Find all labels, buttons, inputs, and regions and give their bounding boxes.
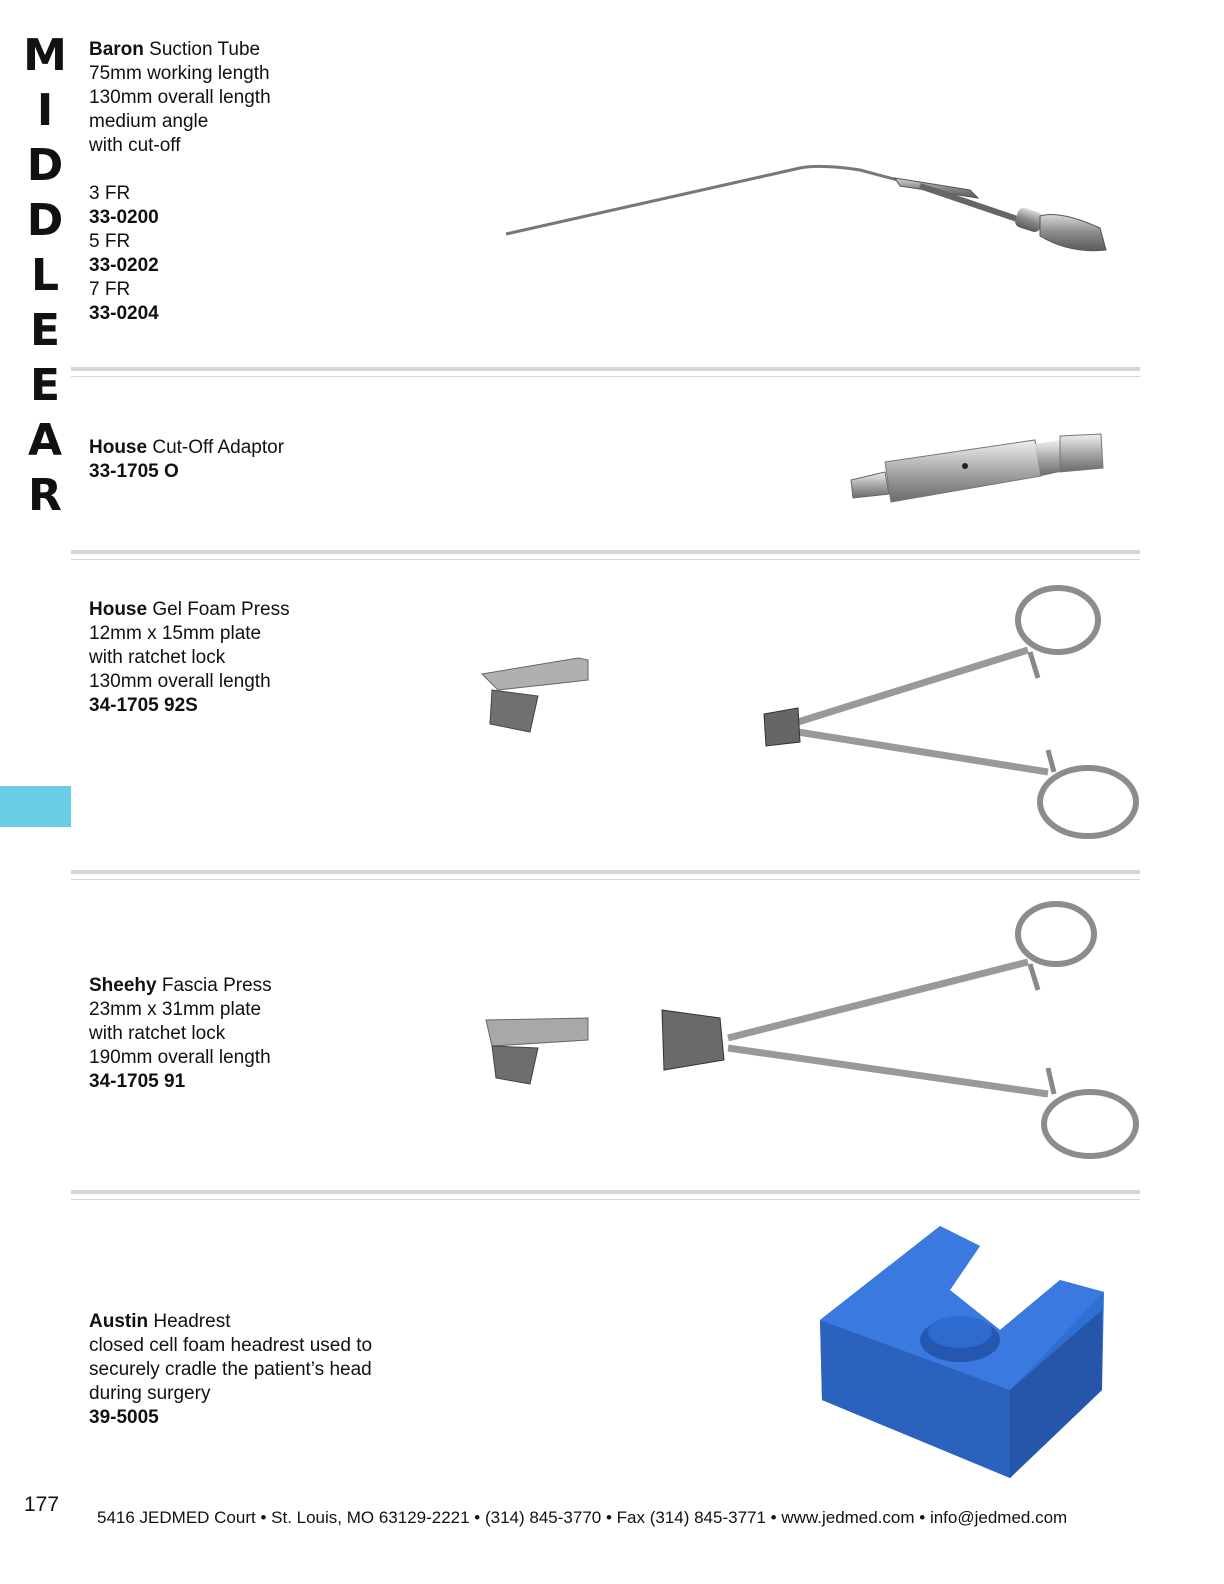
- product-name: Sheehy Fascia Press: [89, 975, 272, 996]
- fascia-press-image: [658, 898, 1143, 1166]
- product-baron-suction-tube: [89, 38, 271, 326]
- side-letter: D: [26, 195, 64, 246]
- product-austin-headrest: [89, 1310, 372, 1430]
- product-detail: 130mm overall length: [89, 87, 271, 108]
- product-detail: 12mm x 15mm plate: [89, 623, 262, 644]
- cutoff-adaptor-image: [845, 428, 1110, 513]
- product-name: House Gel Foam Press: [89, 599, 290, 620]
- suction-tube-image: [500, 150, 1120, 270]
- divider: [71, 367, 1140, 377]
- fascia-press-detail-image: [482, 1012, 592, 1086]
- product-detail: with ratchet lock: [89, 647, 226, 668]
- product-name: Austin Headrest: [89, 1311, 231, 1332]
- variant-size: 3 FR: [89, 183, 131, 204]
- product-sku: 34-1705 91: [89, 1071, 186, 1092]
- product-detail: 130mm overall length: [89, 671, 271, 692]
- side-letter: M: [23, 30, 67, 81]
- side-letter: I: [36, 85, 54, 136]
- product-detail: with cut-off: [89, 135, 181, 156]
- product-detail: with ratchet lock: [89, 1023, 226, 1044]
- product-sheehy-fascia-press: [89, 974, 272, 1094]
- product-name: Baron Suction Tube: [89, 39, 261, 60]
- product-sku: 33-0202: [89, 255, 159, 276]
- footer-contact: 5416 JEDMED Court • St. Louis, MO 63129-2221 • (314) 845-3770 • Fax (314) 845-3771 • www.jedmed.com • info@jedmed.com: [97, 1508, 1068, 1527]
- product-name: House Cut-Off Adaptor: [89, 437, 285, 458]
- product-house-cutoff-adaptor: [89, 436, 284, 484]
- divider: [71, 1190, 1140, 1200]
- product-sku: 39-5005: [89, 1407, 159, 1428]
- side-letter: E: [29, 360, 61, 411]
- section-tab-marker: [0, 786, 71, 827]
- product-sku: 34-1705 92S: [89, 695, 198, 716]
- foam-headrest-image: [810, 1220, 1110, 1485]
- divider: [71, 870, 1140, 880]
- side-letter: E: [29, 305, 61, 356]
- product-detail: 190mm overall length: [89, 1047, 271, 1068]
- product-detail: 23mm x 31mm plate: [89, 999, 262, 1020]
- product-sku: 33-0200: [89, 207, 159, 228]
- gel-foam-press-detail-image: [478, 650, 590, 736]
- gel-foam-press-image: [758, 582, 1143, 844]
- variant-size: 5 FR: [89, 231, 131, 252]
- section-side-title: [22, 28, 68, 523]
- side-letter: L: [30, 250, 60, 301]
- page-number: 177: [24, 1493, 60, 1516]
- product-detail: closed cell foam headrest used to: [89, 1335, 373, 1356]
- side-letter: A: [27, 415, 63, 466]
- product-detail: 75mm working length: [89, 63, 270, 84]
- product-detail: securely cradle the patient’s head: [89, 1359, 372, 1380]
- divider: [71, 550, 1140, 560]
- product-sku: 33-0204: [89, 303, 159, 324]
- variant-size: 7 FR: [89, 279, 131, 300]
- product-detail: medium angle: [89, 111, 209, 132]
- product-house-gel-foam-press: [89, 598, 290, 718]
- product-detail: during surgery: [89, 1383, 211, 1404]
- product-sku: 33-1705 O: [89, 461, 179, 482]
- side-letter: D: [26, 140, 64, 191]
- side-letter: R: [28, 470, 62, 521]
